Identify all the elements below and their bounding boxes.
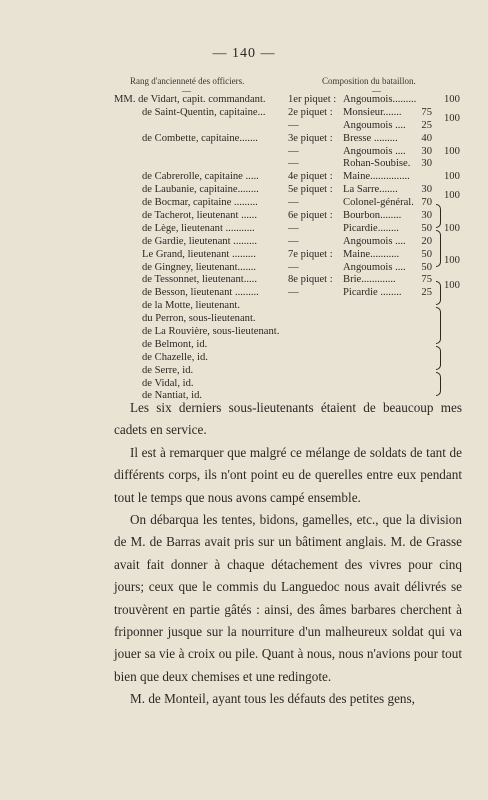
company-name: Angoumois......... [343, 94, 417, 105]
officer-name: de Laubanie, capitaine........ [142, 184, 259, 196]
roster-row [0, 184, 488, 202]
company-count: 75 [421, 106, 432, 118]
company-count: 30 [421, 210, 432, 222]
roster-row [0, 94, 488, 107]
officer-name: de Nantiat, id. [142, 390, 203, 402]
company-name: Angoumois .... [343, 261, 406, 273]
company-count: 50 [421, 248, 432, 260]
company-count: 20 [421, 235, 432, 247]
roster-row [0, 378, 488, 391]
roster-row [0, 158, 488, 171]
company-count: 40 [421, 132, 432, 144]
roster-row [0, 326, 488, 339]
piquet-label: 6e piquet : [288, 210, 333, 222]
company-count: 75 [421, 274, 432, 286]
piquet-label: — [288, 119, 299, 131]
company-name: Picardie ........ [343, 287, 402, 299]
piquet-total: 100 [444, 171, 460, 183]
page-number: — 140 — [212, 46, 276, 61]
bracket-piquet-3 [436, 230, 441, 267]
roster-row [0, 365, 488, 378]
piquet-label: — [288, 197, 299, 209]
piquet-label: — [288, 287, 299, 299]
body-text [114, 397, 462, 711]
company-name: Angoumois .... [343, 145, 406, 157]
officer-name: de Combette, capitaine....... [142, 132, 258, 144]
company-name: Brie............. [343, 274, 396, 286]
piquet-label: — [288, 222, 299, 234]
company-count: 70 [421, 197, 432, 209]
bracket-piquet-2 [436, 204, 441, 228]
piquet-total: 100 [444, 280, 460, 292]
officer-name: de Bocmar, capitaine ......... [142, 197, 258, 209]
roster-row [0, 313, 488, 326]
bracket-piquet-7 [436, 346, 441, 370]
company-name: Rohan-Soubise. [343, 158, 411, 170]
officer-name: de Vidal, id. [142, 377, 194, 389]
header-dash-right: — [372, 86, 381, 96]
paragraph: Les six derniers sous-lieutenants étaient de beaucoup mes cadets en service. [114, 400, 462, 438]
piquet-total: 100 [444, 145, 460, 157]
company-name: Picardie........ [343, 222, 399, 234]
officer-name: de Chazelle, id. [142, 351, 208, 363]
officer-name: de Cabrerolle, capitaine ..... [142, 171, 259, 183]
roster-row [0, 287, 488, 300]
company-count: 30 [421, 184, 432, 196]
paragraph: Il est à remarquer que malgré ce mélange de soldats de tant de différents corps, ils n'ont point eu de querelles entre eux pendant tout le temps que nous avons campé ensemble. [114, 444, 462, 505]
piquet-label: — [288, 158, 299, 170]
roster-row [0, 171, 488, 184]
company-name: Angoumois .... [343, 119, 406, 131]
roster-row [0, 106, 488, 124]
piquet-label: 1er piquet : [288, 94, 337, 105]
officer-name: de Belmont, id. [142, 338, 208, 350]
officer-name: de La Rouvière, sous-lieutenant. [142, 326, 280, 338]
piquet-total: 100 [444, 254, 460, 266]
roster-row [0, 236, 488, 249]
officer-name: de Saint-Quentin, capitaine... [142, 106, 266, 118]
officer-name: de Lège, lieutenant ........... [142, 222, 255, 234]
piquet-total: 100 [444, 222, 460, 234]
company-count: 50 [421, 261, 432, 273]
roster-row [0, 248, 488, 266]
piquet-label: — [288, 145, 299, 157]
piquet-label: 3e piquet : [288, 132, 333, 144]
piquet-label: 8e piquet : [288, 274, 333, 286]
officer-name: de Gardie, lieutenant ......... [142, 235, 258, 247]
battalion-column-header: Composition du bataillon. [322, 76, 416, 86]
officers-column-header: Rang d'ancienneté des officiers. [130, 76, 245, 86]
roster-row [0, 262, 488, 275]
company-name: Angoumois .... [343, 235, 406, 247]
company-name: Colonel-général. [343, 197, 414, 209]
roster-row [0, 300, 488, 313]
company-name: Maine............... [343, 171, 410, 183]
company-name: Monsieur....... [343, 106, 402, 118]
company-count: 25 [421, 287, 432, 299]
officer-name: MM. de Vidart, capit. commandant. [114, 94, 266, 105]
officer-name: de Besson, lieutenant ......... [142, 287, 259, 299]
company-count: 25 [421, 119, 432, 131]
piquet-label: 5e piquet : [288, 184, 333, 196]
header-dash-left: — [182, 86, 191, 96]
officer-name: Le Grand, lieutenant ......... [142, 248, 256, 260]
officer-name: de Gingney, lieutenant....... [142, 261, 257, 273]
roster-row [0, 352, 488, 365]
bracket-piquet-6 [436, 307, 441, 344]
piquet-label: 2e piquet : [288, 106, 333, 118]
piquet-total: 100 [444, 190, 460, 202]
company-count: 30 [421, 158, 432, 170]
officer-roster-table [0, 94, 488, 403]
roster-row [0, 223, 488, 236]
company-name: La Sarre....... [343, 184, 398, 196]
officer-name: de Tacherot, lieutenant ...... [142, 210, 257, 222]
piquet-label: 7e piquet : [288, 248, 333, 260]
roster-row [0, 146, 488, 159]
roster-row [0, 274, 488, 292]
bracket-piquet-8 [436, 372, 441, 396]
roster-row [0, 339, 488, 352]
roster-row [0, 210, 488, 223]
roster-row [0, 133, 488, 146]
bracket-piquet-5 [436, 281, 441, 305]
piquet-label: — [288, 235, 299, 247]
roster-row [0, 197, 488, 210]
piquet-label: 4e piquet : [288, 171, 333, 183]
officer-name: de Tessonnet, lieutenant..... [142, 274, 257, 286]
company-name: Bourbon........ [343, 210, 402, 222]
company-count: 50 [421, 222, 432, 234]
piquet-total: 100 [444, 94, 460, 105]
officer-name: de la Motte, lieutenant. [142, 300, 240, 312]
officer-name: du Perron, sous-lieutenant. [142, 313, 256, 325]
roster-row [0, 120, 488, 133]
paragraph: M. de Monteil, ayant tous les défauts des petites gens, [130, 691, 415, 707]
company-name: Bresse ......... [343, 132, 398, 144]
paragraph: On débarqua les tentes, bidons, gamelles, etc., que la division de M. de Barras avait pris sur un bâtiment anglais. M. de Grasse avait fait donner à chaque détachement des vivres pour cinq jours; ceux que le commis du Languedoc nous avait délivrés se trouvèrent en partie gâtés : ainsi, des âmes barbares cherchent à friponner jusque sur la nourriture d'un malheureux soldat qui va jouer sa vie à croix ou pile. Quant à nous, nous n'avions pour tout bien que deux chemises et une redingote. [114, 512, 462, 684]
company-count: 30 [421, 145, 432, 157]
piquet-total: 100 [444, 112, 460, 124]
company-name: Maine........... [343, 248, 400, 260]
officer-name: de Serre, id. [142, 364, 194, 376]
piquet-label: — [288, 261, 299, 273]
